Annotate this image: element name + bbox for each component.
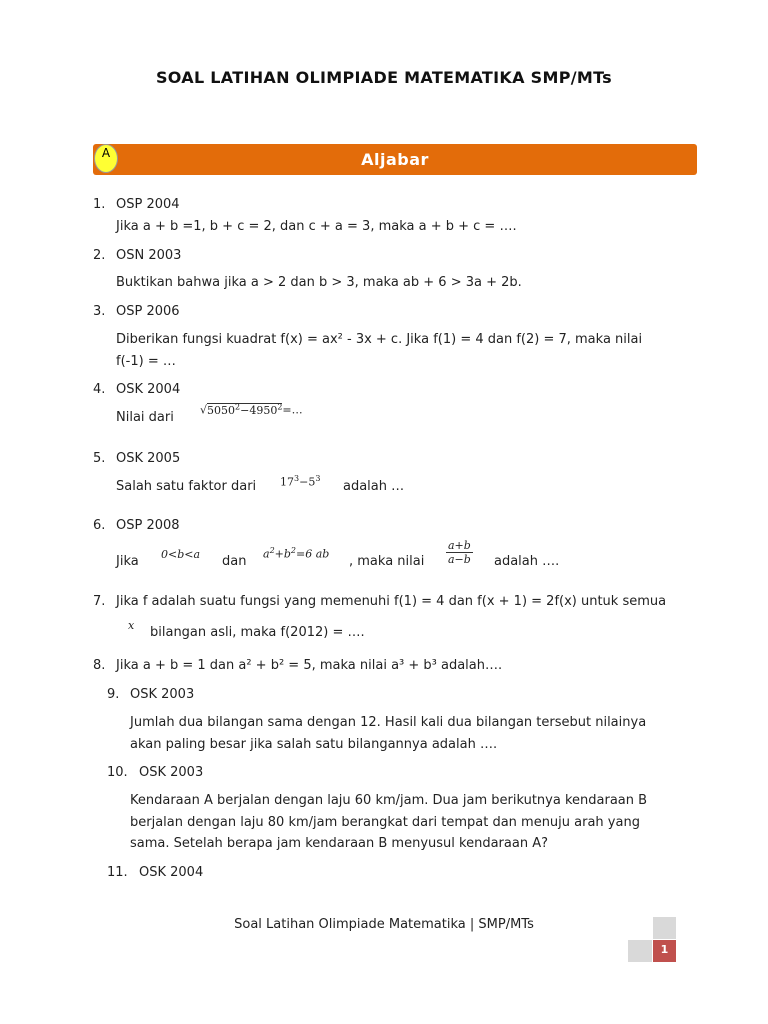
problem-6-jika: Jika bbox=[116, 554, 139, 569]
problem-4-formula bbox=[200, 402, 303, 417]
problem-3-line-2: f(-1) = … bbox=[116, 354, 176, 369]
problem-4-prefix: Nilai dari bbox=[116, 410, 174, 425]
problem-9-number: 9. bbox=[107, 687, 120, 702]
formula-a: 17 bbox=[280, 475, 294, 489]
problem-1-source: OSP 2004 bbox=[116, 197, 180, 212]
exp-2: 2 bbox=[269, 546, 275, 555]
problem-8-text: Jika a + b = 1 dan a² + b² = 5, maka nilai a³ + b³ adalah…. bbox=[116, 658, 503, 673]
problem-6-condition-1: 0<b<a bbox=[161, 548, 201, 561]
problem-11-source: OSK 2004 bbox=[139, 865, 204, 880]
formula-exp-b: 3 bbox=[315, 474, 321, 483]
var-a: a bbox=[263, 547, 270, 561]
problem-7-line-2: bilangan asli, maka f(2012) = …. bbox=[150, 625, 365, 640]
document-title: SOAL LATIHAN OLIMPIADE MATEMATIKA SMP/MTs bbox=[155, 68, 613, 87]
problem-6-fraction bbox=[446, 539, 473, 566]
formula-suffix: =… bbox=[282, 403, 303, 417]
formula-exp-b: 2 bbox=[277, 402, 283, 411]
fraction-denominator: a−b bbox=[448, 553, 471, 566]
problem-5-suffix: adalah … bbox=[343, 479, 405, 494]
problem-2-source: OSN 2003 bbox=[116, 248, 182, 263]
problem-10-source: OSK 2003 bbox=[139, 765, 204, 780]
problem-5-source: OSK 2005 bbox=[116, 451, 181, 466]
minus-sign: − bbox=[299, 475, 309, 489]
problem-2-number: 2. bbox=[93, 248, 106, 263]
problem-10-line-2: berjalan dengan laju 80 km/jam berangkat dari tempat dan menuju arah yang bbox=[130, 815, 640, 830]
problem-2-text: Buktikan bahwa jika a > 2 dan b > 3, maka ab + 6 > 3a + 2b. bbox=[116, 275, 522, 290]
sqrt-symbol: √ bbox=[200, 403, 208, 417]
plus-sign: + bbox=[274, 547, 284, 561]
formula-exp-a: 3 bbox=[294, 474, 300, 483]
formula-b: 5 bbox=[308, 475, 316, 489]
problem-6-source: OSP 2008 bbox=[116, 518, 180, 533]
problem-4-number: 4. bbox=[93, 382, 106, 397]
problem-1-number: 1. bbox=[93, 197, 106, 212]
formula-a: 5050 bbox=[207, 403, 236, 417]
problem-9-source: OSK 2003 bbox=[130, 687, 195, 702]
formula-b: 4950 bbox=[249, 403, 278, 417]
problem-10-line-1: Kendaraan A berjalan dengan laju 60 km/jam. Dua jam berikutnya kendaraan B bbox=[130, 793, 648, 808]
problem-5-formula bbox=[280, 474, 320, 489]
problem-1-text: Jika a + b =1, b + c = 2, dan c + a = 3, maka a + b + c = …. bbox=[116, 219, 517, 234]
problem-7-line-1: Jika f adalah suatu fungsi yang memenuhi f(1) = 4 dan f(x + 1) = 2f(x) untuk semua bbox=[116, 594, 667, 609]
problem-6-adalah: adalah …. bbox=[494, 554, 560, 569]
page-number-decoration-left bbox=[628, 940, 652, 962]
page-number: 1 bbox=[660, 943, 669, 956]
section-badge bbox=[94, 144, 118, 173]
footer-text: Soal Latihan Olimpiade Matematika | SMP/MTs bbox=[234, 917, 534, 932]
problem-9-line-1: Jumlah dua bilangan sama dengan 12. Hasil kali dua bilangan tersebut nilainya bbox=[130, 715, 647, 730]
problem-10-number: 10. bbox=[107, 765, 128, 780]
problem-3-line-1: Diberikan fungsi kuadrat f(x) = ax² - 3x + c. Jika f(1) = 4 dan f(2) = 7, maka nilai bbox=[116, 332, 643, 347]
page-number-box bbox=[653, 940, 676, 962]
problem-5-number: 5. bbox=[93, 451, 106, 466]
problem-11-number: 11. bbox=[107, 865, 128, 880]
problem-10-line-3: sama. Setelah berapa jam kendaraan B menyusul kendaraan A? bbox=[130, 836, 548, 851]
section-title: Aljabar bbox=[361, 150, 429, 169]
section-header-bar bbox=[93, 144, 697, 175]
exp-2: 2 bbox=[290, 546, 297, 555]
problem-4-source: OSK 2004 bbox=[116, 382, 181, 397]
formula-exp-a: 2 bbox=[235, 402, 241, 411]
problem-6-dan: dan bbox=[222, 554, 247, 569]
problem-6-maka: , maka nilai bbox=[349, 554, 425, 569]
condition-2-rest: =6 ab bbox=[296, 547, 330, 561]
problem-5-prefix: Salah satu faktor dari bbox=[116, 479, 257, 494]
fraction-numerator: a+b bbox=[448, 539, 471, 552]
problem-7-number: 7. bbox=[93, 594, 106, 609]
problem-6-condition-2 bbox=[263, 546, 329, 561]
problem-3-source: OSP 2006 bbox=[116, 304, 180, 319]
problem-3-number: 3. bbox=[93, 304, 106, 319]
problem-7-variable: x bbox=[128, 619, 135, 632]
problem-8-number: 8. bbox=[93, 658, 106, 673]
var-b: b bbox=[283, 547, 291, 561]
page-number-decoration-top bbox=[653, 917, 676, 939]
minus-sign: − bbox=[240, 403, 250, 417]
section-letter: A bbox=[101, 146, 111, 160]
problem-6-number: 6. bbox=[93, 518, 106, 533]
problem-9-line-2: akan paling besar jika salah satu bilangannya adalah …. bbox=[130, 737, 498, 752]
